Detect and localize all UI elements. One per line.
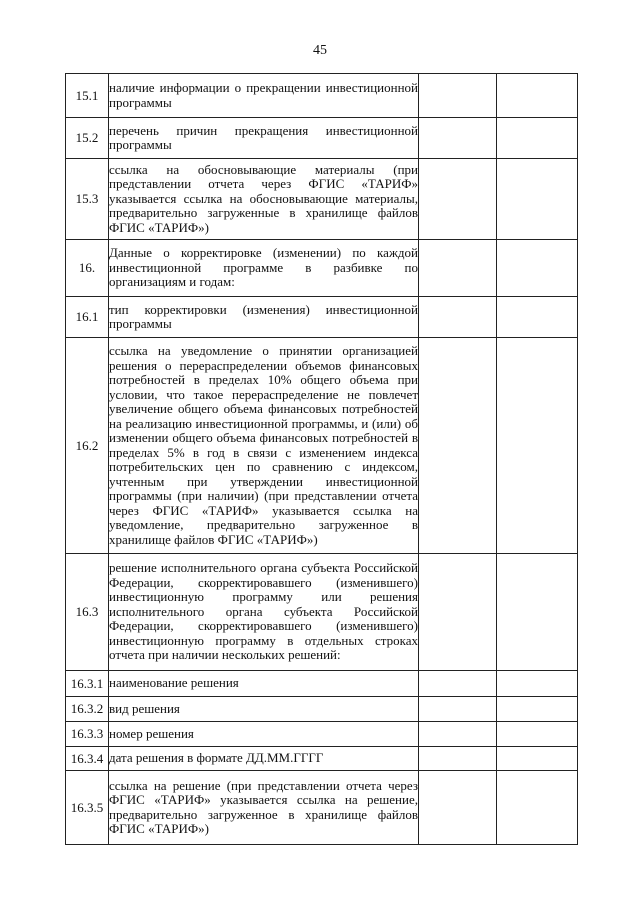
value-cell [497,338,578,554]
value-cell [419,722,497,747]
table-row [66,74,578,118]
table-row [66,722,578,747]
value-cell [419,554,497,671]
row-description: наименование решения [109,671,419,697]
row-number: 15.1 [66,74,109,118]
row-number: 15.3 [66,159,109,240]
row-number: 16.3.2 [66,697,109,722]
table-row [66,118,578,159]
value-cell [497,697,578,722]
row-description: тип корректировки (изменения) инвестиционной программы [109,297,419,338]
value-cell [497,554,578,671]
table-row [66,240,578,297]
row-description: ссылка на уведомление о принятии организацией решения о перераспределении объемов финансовых потребностей в пределах 10% общего объема при условии, что такое перераспределение не повлечет увеличение общего объема финансовых потребностей на реализацию инвестиционной программы, и (или) об изменении общего объема финансовых потребностей в пределах 5% в год в связи с изменением индекса потребительских цен по сравнению с индексом, учтенным при утверждении инвестиционной программы (при наличии) (при представлении отчета через ФГИС «ТАРИФ» указывается ссылка на уведомление, предварительно загруженное в хранилище файлов ФГИС «ТАРИФ») [109,338,419,554]
row-description: решение исполнительного органа субъекта Российской Федерации, скорректировавшего (изменившего) инвестиционную программу или решения исполнительного органа субъекта Российской Федерации, скорректировавшего (изменившего) инвестиционную программу в отдельных строках отчета при наличии нескольких решений: [109,554,419,671]
value-cell [419,74,497,118]
row-number: 16. [66,240,109,297]
value-cell [419,159,497,240]
value-cell [497,74,578,118]
row-number: 16.1 [66,297,109,338]
row-description: номер решения [109,722,419,747]
value-cell [419,118,497,159]
table-row [66,671,578,697]
row-description: наличие информации о прекращении инвестиционной программы [109,74,419,118]
row-number: 16.3 [66,554,109,671]
value-cell [419,297,497,338]
value-cell [497,118,578,159]
table-row [66,338,578,554]
value-cell [419,338,497,554]
value-cell [419,697,497,722]
value-cell [497,747,578,771]
table-row [66,697,578,722]
row-description: перечень причин прекращения инвестиционной программы [109,118,419,159]
value-cell [419,771,497,845]
row-number: 16.2 [66,338,109,554]
row-number: 16.3.5 [66,771,109,845]
row-description: ссылка на решение (при представлении отчета через ФГИС «ТАРИФ» указывается ссылка на решение, предварительно загруженное в хранилище файлов ФГИС «ТАРИФ») [109,771,419,845]
report-table [65,73,578,845]
row-description: ссылка на обосновывающие материалы (при представлении отчета через ФГИС «ТАРИФ» указывается ссылка на обосновывающие материалы, предварительно загруженные в хранилище файлов ФГИС «ТАРИФ») [109,159,419,240]
value-cell [419,747,497,771]
row-number: 16.3.1 [66,671,109,697]
row-number: 15.2 [66,118,109,159]
table-row [66,747,578,771]
row-description: Данные о корректировке (изменении) по каждой инвестиционной программе в разбивке по организациям и годам: [109,240,419,297]
value-cell [497,722,578,747]
value-cell [497,159,578,240]
table-row [66,554,578,671]
row-number: 16.3.3 [66,722,109,747]
table-row [66,297,578,338]
row-description: дата решения в формате ДД.ММ.ГГГГ [109,747,419,771]
value-cell [419,240,497,297]
value-cell [497,297,578,338]
table-row [66,159,578,240]
value-cell [497,771,578,845]
value-cell [497,240,578,297]
table-row [66,771,578,845]
row-number: 16.3.4 [66,747,109,771]
value-cell [419,671,497,697]
page-number: 45 [313,43,327,58]
value-cell [497,671,578,697]
row-description: вид решения [109,697,419,722]
